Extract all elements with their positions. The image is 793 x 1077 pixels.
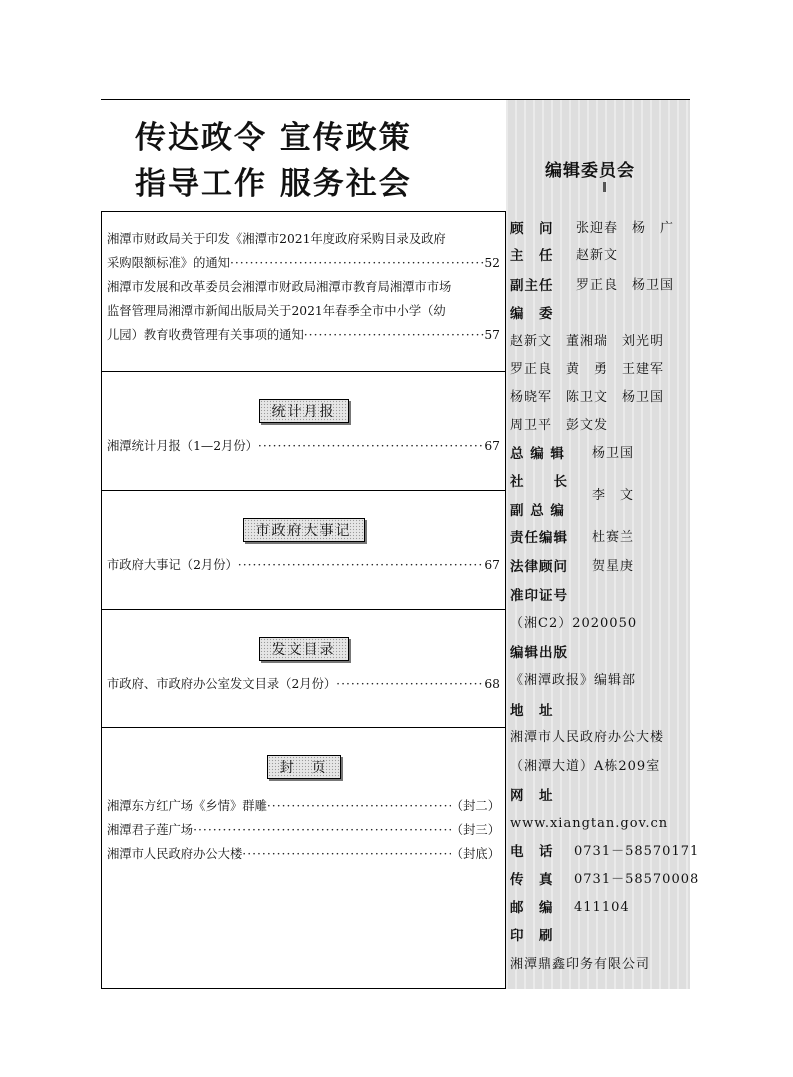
- deputy-chief-row: [510, 501, 565, 522]
- phone-label: 电 话: [510, 844, 554, 860]
- website-label-row: [510, 786, 554, 807]
- slogan-line-1: 传达政令 宣传政策: [135, 120, 412, 156]
- leader-dots: [258, 434, 484, 458]
- toc-section-notices: [102, 212, 505, 371]
- members-row-2: 罗正良 黄 勇 王建军: [510, 362, 665, 377]
- fax-row: [510, 870, 700, 891]
- postcode-label: 邮 编: [510, 900, 554, 916]
- toc-entry-line: 湘潭市发展和改革委员会湘潭市财政局湘潭市教育局湘潭市市场: [107, 280, 452, 294]
- chief-editor-row: [510, 444, 635, 465]
- toc-page-number: 67: [484, 439, 500, 453]
- advisor-value: 张迎春 杨 广: [576, 221, 675, 236]
- toc-page-number: （封二）: [450, 799, 500, 813]
- toc-page-number: 52: [484, 256, 500, 270]
- toc-entry-title: 湘潭君子莲广场: [107, 823, 194, 837]
- website-label: 网 址: [510, 788, 554, 804]
- toc-entry-cover-3[interactable]: [102, 818, 505, 842]
- address-label-row: [510, 701, 554, 722]
- director-label: 主 任: [510, 248, 554, 264]
- leader-dots: [230, 251, 484, 275]
- fax-value: 0731－58570008: [574, 872, 700, 887]
- section-heading-statistics: 统计月报: [259, 399, 349, 423]
- publisher-label-row: [510, 643, 568, 664]
- toc-entry-back-cover[interactable]: [102, 842, 505, 866]
- postcode-value: 411104: [574, 900, 630, 915]
- president-label: 社 长: [510, 474, 568, 490]
- toc-page-number: 68: [484, 677, 500, 691]
- toc-entry-statistics[interactable]: [102, 434, 505, 458]
- toc-entry-tuition[interactable]: [102, 323, 505, 347]
- advisor-label: 顾 问: [510, 221, 554, 237]
- deputy-chief-label: 副 总 编: [510, 503, 565, 519]
- printer-value: 湘潭鼎鑫印务有限公司: [510, 957, 651, 972]
- postcode-row: [510, 898, 630, 919]
- toc-entry-title: 湘潭东方红广场《乡情》群雕: [107, 799, 267, 813]
- permit-label: 准印证号: [510, 588, 568, 604]
- members-row-4: 周卫平 彭文发: [510, 418, 609, 433]
- chief-editor-label: 总 编 辑: [510, 446, 565, 462]
- publisher-label: 编辑出版: [510, 645, 568, 661]
- address-label: 地 址: [510, 703, 554, 719]
- toc-entry-title: 湘潭统计月报（1—2月份）: [107, 439, 258, 453]
- chief-editor-value: 杨卫国: [592, 446, 635, 461]
- leader-dots: [304, 323, 485, 347]
- fax-label: 传 真: [510, 872, 554, 888]
- members-row-3: 杨晓军 陈卫文 杨卫国: [510, 390, 665, 405]
- printer-label: 印 刷: [510, 928, 554, 944]
- table-of-contents: [101, 211, 506, 989]
- deputy-director-value: 罗正良 杨卫国: [576, 278, 675, 293]
- leader-dots: [193, 818, 451, 842]
- director-value: 赵新文: [576, 248, 619, 263]
- section-heading-documents: 发文目录: [259, 637, 349, 661]
- toc-entry-title: 市政府大事记（2月份）: [107, 558, 238, 572]
- president-value: 李 文: [592, 488, 635, 503]
- members-label: 编 委: [510, 306, 554, 322]
- toc-section-events: [102, 490, 505, 609]
- toc-entry-procurement[interactable]: [102, 251, 505, 275]
- address-line-2: （湘潭大道）A栋209室: [510, 759, 661, 774]
- editorial-committee-title: 编辑委员会: [545, 161, 635, 181]
- section-heading-covers: 封 页: [267, 755, 341, 779]
- toc-entry-title: 市政府、市政府办公室发文目录（2月份）: [107, 677, 337, 691]
- toc-page-number: 57: [484, 328, 500, 342]
- deputy-director-row: [510, 276, 675, 297]
- members-label-row: [510, 304, 554, 325]
- responsible-editor-label: 责任编辑: [510, 530, 568, 546]
- phone-row: [510, 842, 700, 863]
- printer-label-row: [510, 926, 554, 947]
- responsible-editor-value: 杜赛兰: [592, 530, 635, 545]
- decorative-mark: [603, 182, 606, 192]
- president-row: [510, 472, 635, 503]
- members-row-1: 赵新文 董湘瑞 刘光明: [510, 334, 665, 349]
- toc-entry-title: 采购限额标准》的通知: [107, 256, 230, 270]
- legal-advisor-row: [510, 557, 635, 578]
- toc-section-documents: [102, 609, 505, 727]
- slogan-line-2: 指导工作 服务社会: [135, 166, 412, 202]
- leader-dots: [242, 842, 451, 866]
- permit-label-row: [510, 586, 568, 607]
- advisor-row: [510, 219, 675, 240]
- leader-dots: [238, 553, 485, 577]
- director-row: [510, 246, 619, 267]
- permit-value: （湘C2）2020050: [510, 616, 638, 631]
- section-heading-events: 市政府大事记: [243, 518, 365, 542]
- address-line-1: 湘潭市人民政府办公大楼: [510, 730, 665, 745]
- toc-entry-title: 儿园）教育收费管理有关事项的通知: [107, 328, 304, 342]
- toc-page-number: （封底）: [450, 847, 500, 861]
- phone-value: 0731－58570171: [574, 844, 700, 859]
- leader-dots: [267, 794, 451, 818]
- toc-entry-events[interactable]: [102, 553, 505, 577]
- responsible-editor-row: [510, 528, 635, 549]
- leader-dots: [336, 672, 484, 696]
- toc-section-statistics: [102, 371, 505, 490]
- toc-section-covers: [102, 727, 505, 987]
- toc-page-number: （封三）: [450, 823, 500, 837]
- publisher-value: 《湘潭政报》编辑部: [510, 673, 637, 688]
- toc-page-number: 67: [484, 558, 500, 572]
- toc-entry-title: 湘潭市人民政府办公大楼: [107, 847, 243, 861]
- toc-entry-line: 湘潭市财政局关于印发《湘潭市2021年度政府采购目录及政府: [107, 232, 446, 246]
- toc-entry-line: 监督管理局湘潭市新闻出版局关于2021年春季全市中小学（幼: [107, 304, 446, 318]
- toc-entry-documents[interactable]: [102, 672, 505, 696]
- legal-advisor-label: 法律顾问: [510, 559, 568, 575]
- legal-advisor-value: 贺星庚: [592, 559, 635, 574]
- website-value[interactable]: www.xiangtan.gov.cn: [510, 816, 669, 831]
- deputy-director-label: 副主任: [510, 278, 554, 294]
- toc-entry-cover-2[interactable]: [102, 794, 505, 818]
